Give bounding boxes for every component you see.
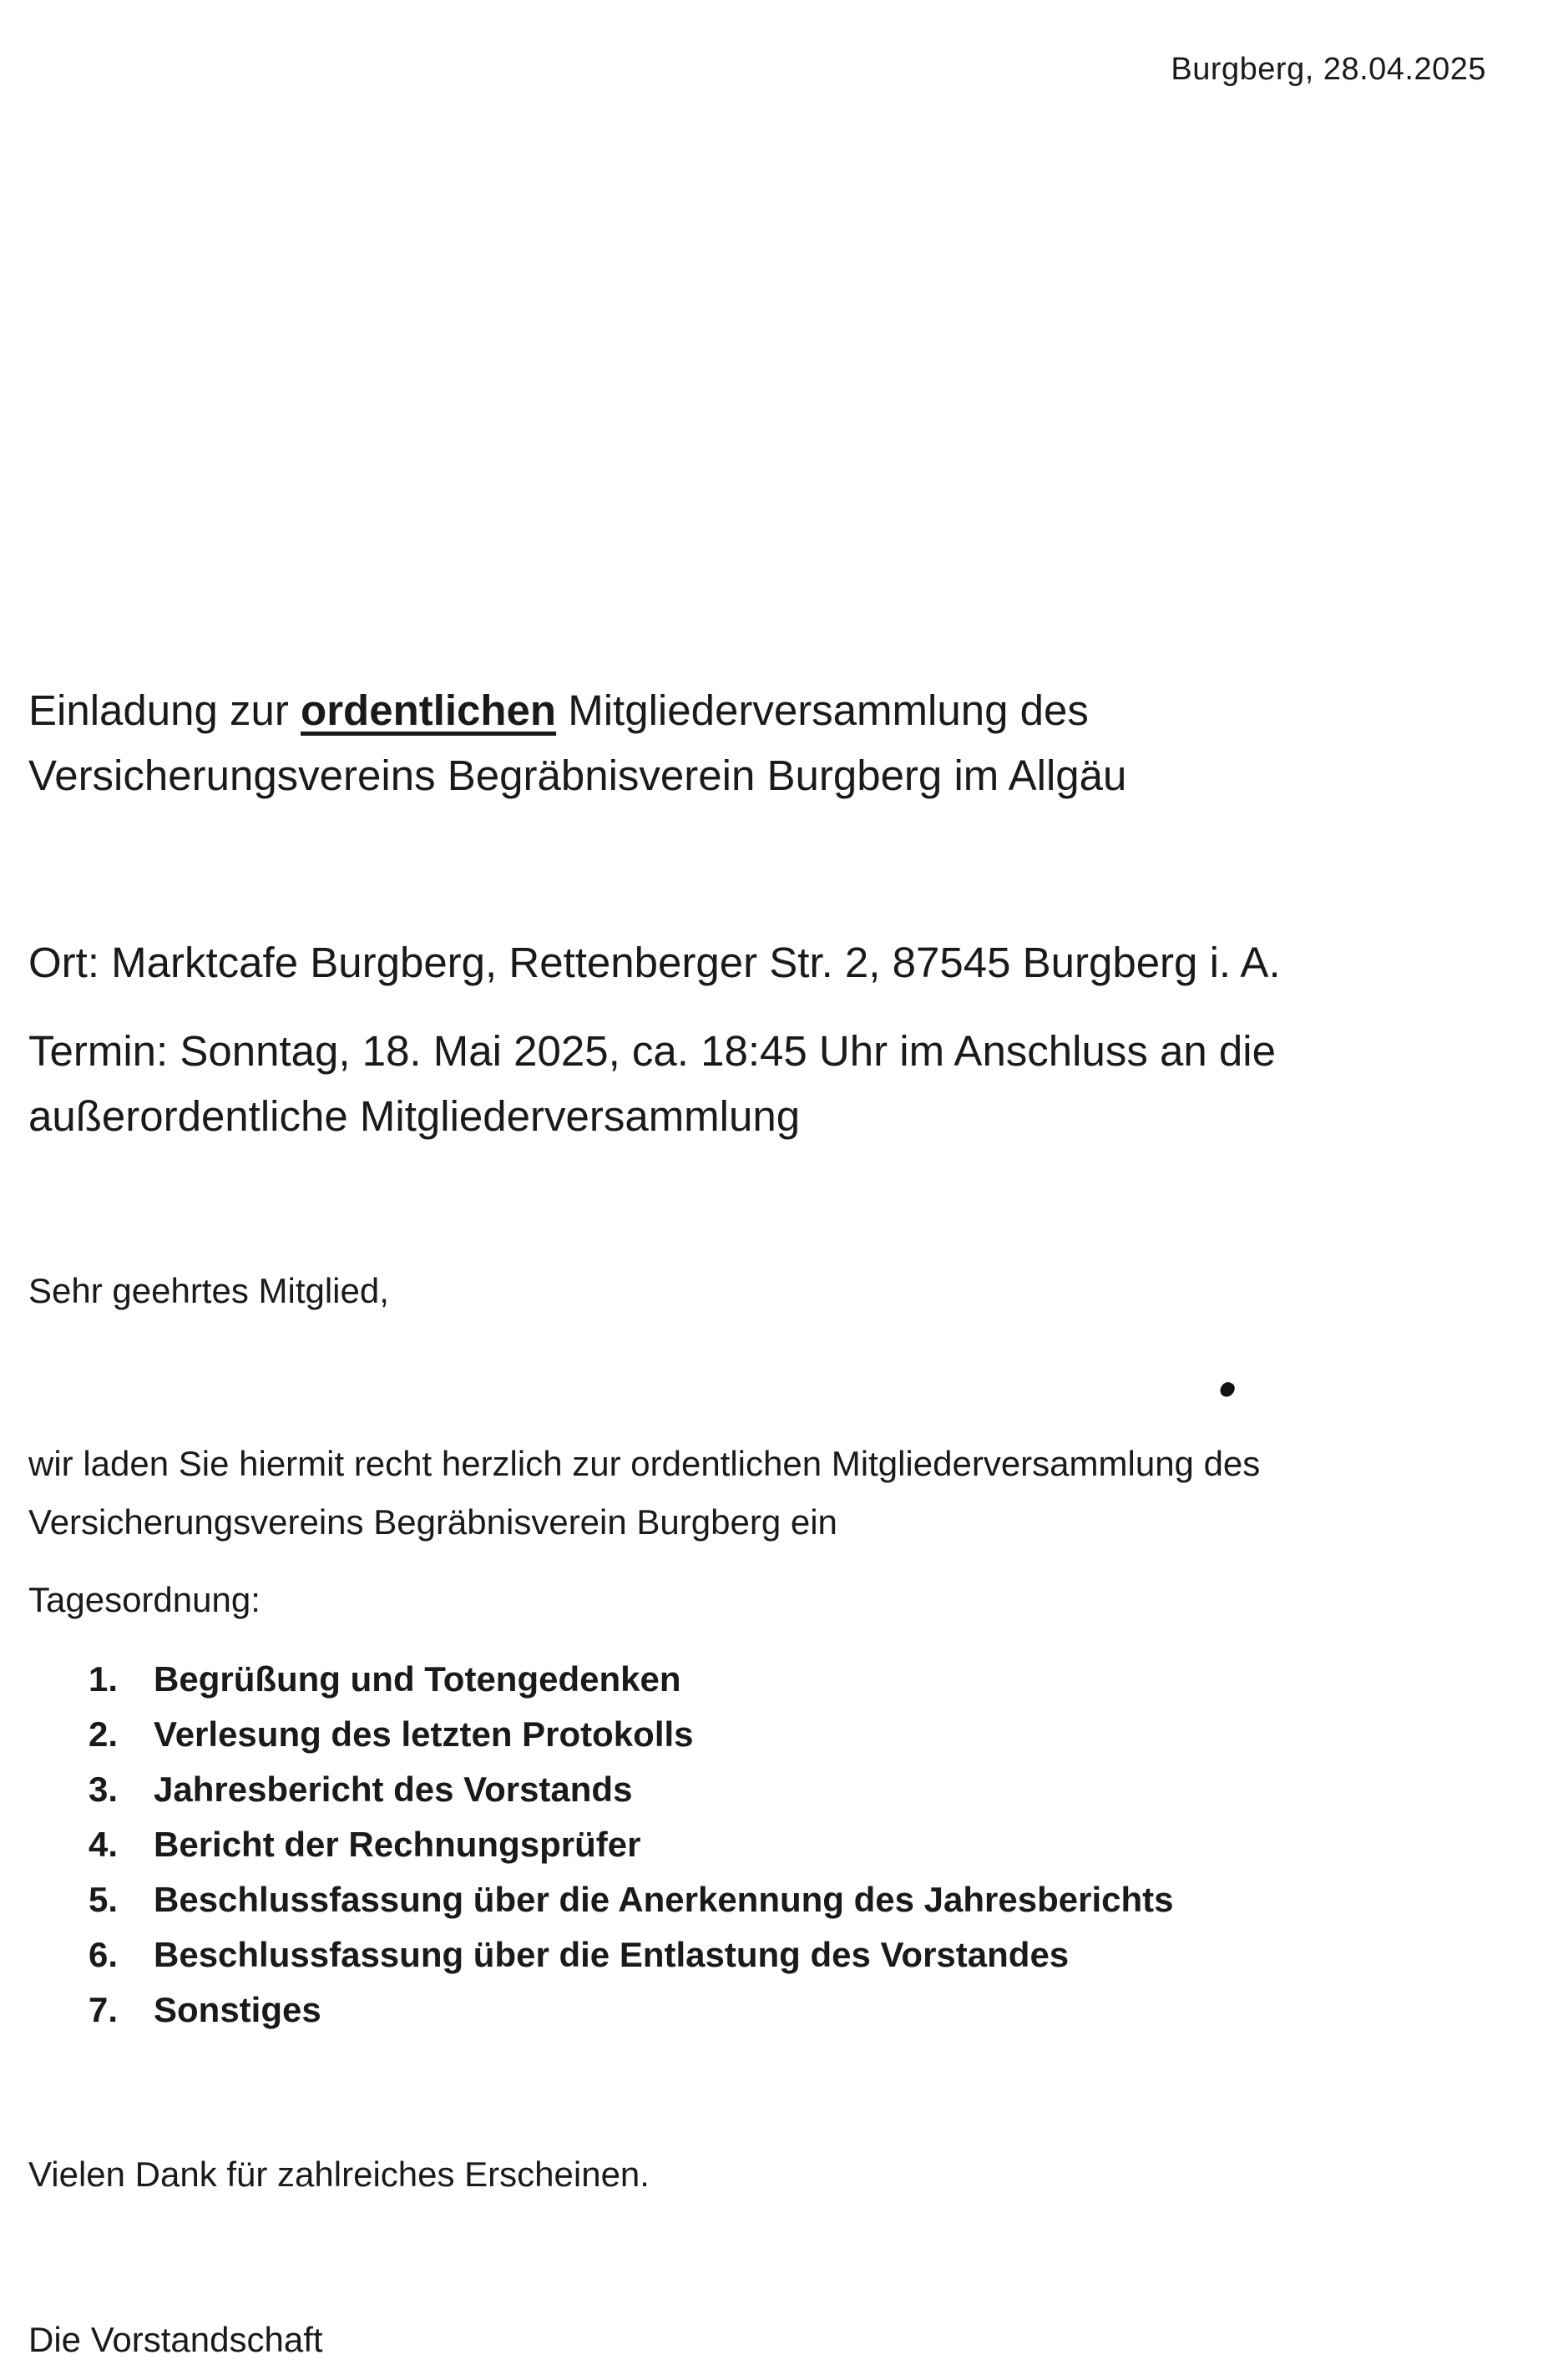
agenda-list	[89, 1652, 1174, 2038]
agenda-item-text: Bericht der Rechnungsprüfer	[154, 1825, 641, 1864]
agenda-item-number: 3.	[89, 1770, 119, 1809]
agenda-item-text: Beschlussfassung über die Anerkennung des Jahresberichts	[154, 1880, 1174, 1919]
title-suffix: Mitgliederversammlung des	[556, 686, 1089, 734]
agenda-item-text: Sonstiges	[154, 1990, 321, 2029]
agenda-item-number: 4.	[89, 1825, 119, 1864]
agenda-item	[89, 1872, 1174, 1927]
meeting-date: Termin: Sonntag, 18. Mai 2025, ca. 18:45 Uhr im Anschluss an die außerordentliche Mitgliederversammlung	[28, 1027, 1276, 1140]
agenda-heading: Tagesordnung:	[28, 1580, 261, 1619]
invitation-text: wir laden Sie hiermit recht herzlich zur ordentlichen Mitgliederversammlung des Versicherungsvereins Begräbnisverein Burgberg ein	[28, 1444, 1261, 1542]
agenda-item-number: 2.	[89, 1714, 119, 1754]
agenda-item-number: 1.	[89, 1659, 119, 1699]
signature: Die Vorstandschaft	[28, 2320, 323, 2359]
title-prefix: Einladung zur	[28, 686, 301, 734]
agenda-item-number: 7.	[89, 1990, 119, 2029]
ink-mark	[1218, 1380, 1237, 1399]
agenda-item	[89, 1652, 1174, 1707]
agenda-item	[89, 1707, 1174, 1762]
agenda-item-number: 5.	[89, 1880, 119, 1919]
agenda-item	[89, 1927, 1174, 1982]
agenda-item-text: Jahresbericht des Vorstands	[154, 1770, 633, 1809]
agenda-item	[89, 1762, 1174, 1817]
agenda-item	[89, 1982, 1174, 2038]
agenda-item	[89, 1817, 1174, 1872]
title-line2: Versicherungsvereins Begräbnisverein Burgberg im Allgäu	[28, 752, 1127, 799]
meeting-place: Ort: Marktcafe Burgberg, Rettenberger Str. 2, 87545 Burgberg i. A.	[28, 939, 1281, 986]
agenda-item-number: 6.	[89, 1935, 119, 1974]
title-emphasis: ordentlichen	[301, 686, 557, 734]
salutation: Sehr geehrtes Mitglied,	[28, 1271, 389, 1310]
agenda-item-text: Beschlussfassung über die Entlastung des Vorstandes	[154, 1935, 1070, 1974]
agenda-item-text: Verlesung des letzten Protokolls	[154, 1714, 694, 1754]
agenda-item-text: Begrüßung und Totengedenken	[154, 1659, 681, 1699]
closing-thanks: Vielen Dank für zahlreiches Erscheinen.	[28, 2155, 650, 2194]
letter-title	[28, 678, 1515, 808]
letter-date: Burgberg, 28.04.2025	[1171, 52, 1486, 87]
